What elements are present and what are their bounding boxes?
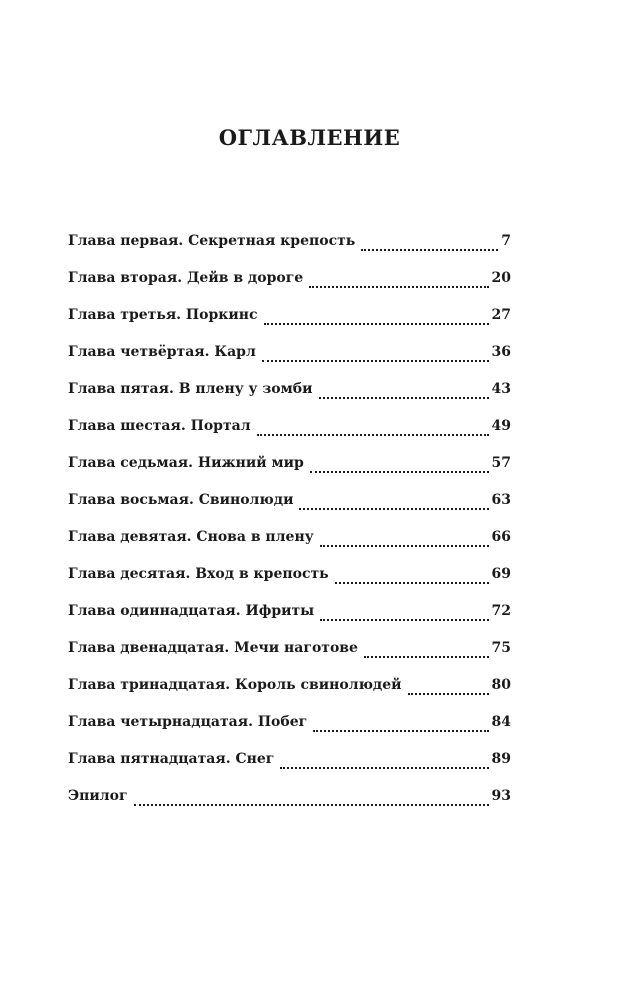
- toc-entry-page: 63: [491, 492, 511, 508]
- toc-entry: [68, 710, 511, 747]
- toc-leader-dots: [310, 471, 489, 473]
- toc-entry-page: 7: [501, 233, 511, 249]
- toc-entry-page: 69: [491, 566, 511, 582]
- toc-entry-page: 36: [491, 344, 511, 360]
- toc-entry-title: Глава одиннадцатая. Ифриты: [68, 603, 315, 619]
- toc-entry: [68, 747, 511, 784]
- toc-entry: [68, 562, 511, 599]
- toc-entry: [68, 266, 511, 303]
- toc-leader-dots: [361, 249, 498, 251]
- toc-leader-dots: [134, 804, 489, 806]
- toc-leader-dots: [299, 508, 488, 510]
- toc-entry-page: 93: [491, 788, 511, 804]
- toc-entry-title: Глава первая. Секретная крепость: [68, 233, 356, 249]
- page-title: ОГЛАВЛЕНИЕ: [218, 125, 401, 150]
- toc-entry-page: 43: [491, 381, 511, 397]
- toc-leader-dots: [264, 323, 489, 325]
- toc-entry-title: Глава тринадцатая. Король свинолюдей: [68, 677, 402, 693]
- toc-entry-title: Глава пятая. В плену у зомби: [68, 381, 313, 397]
- toc-entry-page: 75: [491, 640, 511, 656]
- toc-entry-title: Глава шестая. Портал: [68, 418, 251, 434]
- toc-entry-page: 89: [491, 751, 511, 767]
- toc-entry-title: Глава вторая. Дейв в дороге: [68, 270, 304, 286]
- toc-entry: [68, 229, 511, 266]
- toc-entry: [68, 377, 511, 414]
- toc-entry: [68, 673, 511, 710]
- toc-entry: [68, 340, 511, 377]
- toc-entry-page: 27: [491, 307, 511, 323]
- toc-leader-dots: [335, 582, 489, 584]
- toc-entry-title: Глава девятая. Снова в плену: [68, 529, 314, 545]
- toc-entry-title: Глава седьмая. Нижний мир: [68, 455, 304, 471]
- toc-entry-title: Глава восьмая. Свинолюди: [68, 492, 294, 508]
- toc-entry: [68, 636, 511, 673]
- toc-entry-title: Глава третья. Поркинс: [68, 307, 258, 323]
- toc-entry: [68, 599, 511, 636]
- toc-entry: [68, 488, 511, 525]
- toc-leader-dots: [319, 397, 489, 399]
- toc-entry: [68, 784, 511, 821]
- toc-entry-page: 66: [491, 529, 511, 545]
- toc-leader-dots: [408, 693, 489, 695]
- toc-entry-page: 72: [491, 603, 511, 619]
- toc-leader-dots: [262, 360, 489, 362]
- toc-entry-title: Глава десятая. Вход в крепость: [68, 566, 329, 582]
- toc-entry: [68, 525, 511, 562]
- toc-entry-title: Эпилог: [68, 788, 128, 804]
- toc-entry: [68, 414, 511, 451]
- toc-leader-dots: [320, 619, 488, 621]
- toc-entry: [68, 303, 511, 340]
- toc-entry-title: Глава пятнадцатая. Снег: [68, 751, 275, 767]
- toc-entry-page: 49: [491, 418, 511, 434]
- toc-entry-title: Глава четвёртая. Карл: [68, 344, 256, 360]
- toc-entry-title: Глава четырнадцатая. Побег: [68, 714, 308, 730]
- table-of-contents: [68, 229, 511, 821]
- toc-leader-dots: [313, 730, 488, 732]
- toc-leader-dots: [364, 656, 489, 658]
- toc-entry-page: 20: [491, 270, 511, 286]
- toc-leader-dots: [280, 767, 488, 769]
- toc-leader-dots: [309, 286, 488, 288]
- toc-entry-title: Глава двенадцатая. Мечи наготове: [68, 640, 358, 656]
- toc-leader-dots: [257, 434, 489, 436]
- toc-entry-page: 57: [491, 455, 511, 471]
- toc-entry-page: 80: [491, 677, 511, 693]
- toc-leader-dots: [320, 545, 489, 547]
- toc-entry-page: 84: [491, 714, 511, 730]
- toc-entry: [68, 451, 511, 488]
